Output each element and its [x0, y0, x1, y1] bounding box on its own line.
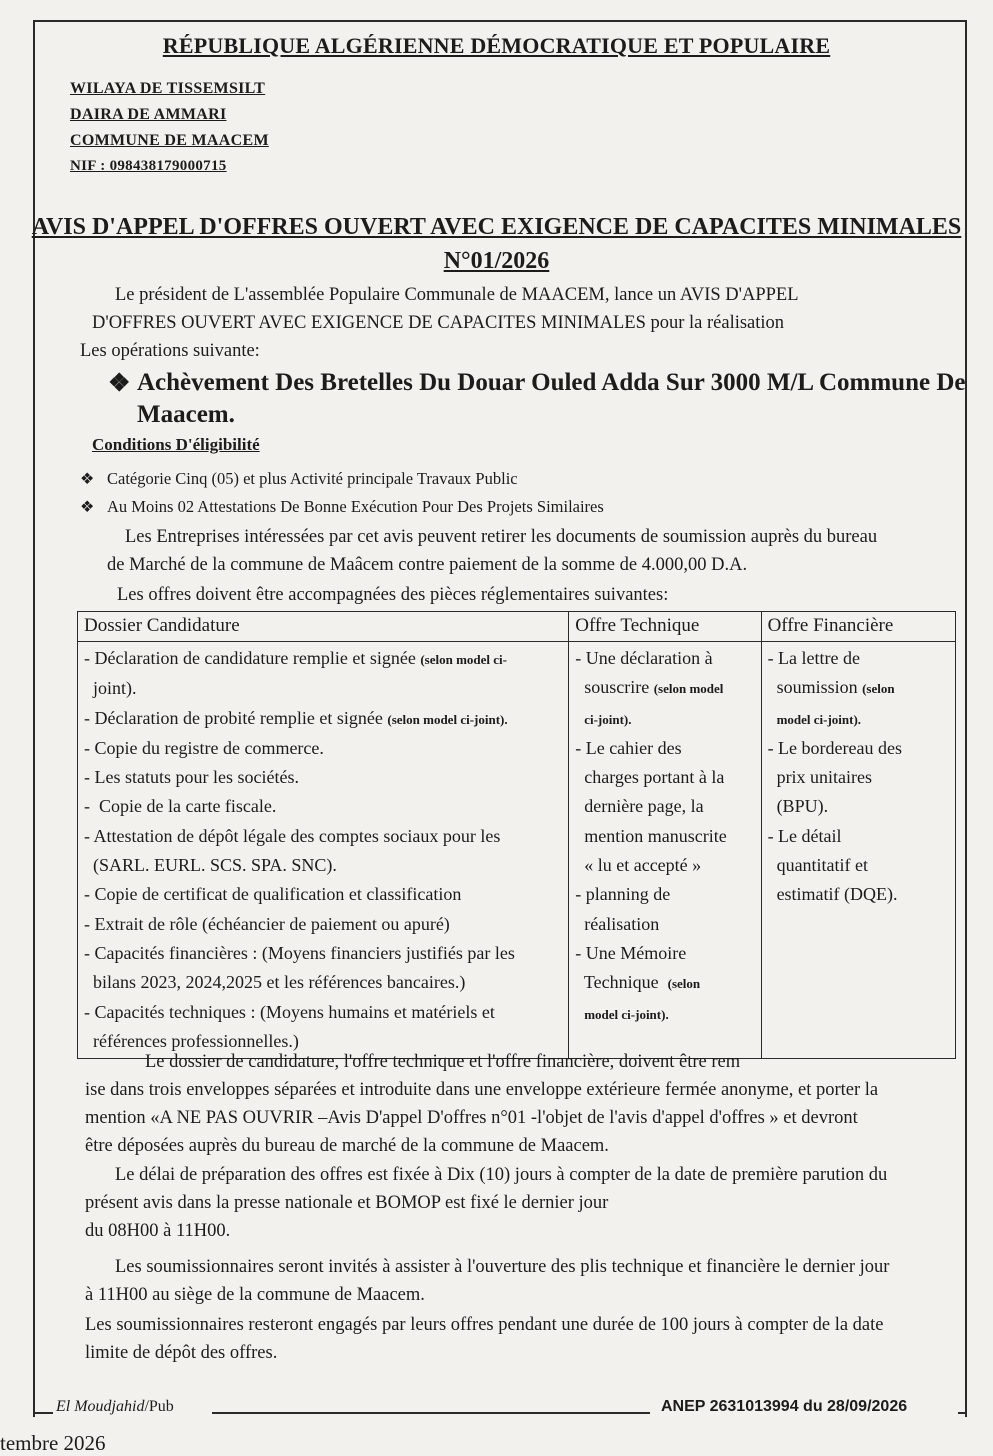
list-item [575, 822, 754, 851]
list-item-text: - Extrait de rôle (échéancier de paiement ou apuré) [84, 913, 450, 934]
offre-technique-list [569, 642, 761, 1059]
body-p2-line-2: présent avis dans la presse nationale et BOMOP est fixé le dernier jour [85, 1193, 609, 1213]
header-offre-financiere: Offre Financière [761, 612, 955, 642]
operation-bullet-icon: ❖ [108, 370, 131, 397]
list-item [575, 880, 754, 909]
list-item-text: - Copie du registre de commerce. [84, 737, 324, 758]
republic-heading: RÉPUBLIQUE ALGÉRIENNE DÉMOCRATIQUE ET POPULAIRE [162, 33, 831, 58]
list-item-note: (selon model ci- [420, 652, 507, 667]
list-item [768, 792, 949, 821]
table-body-row [78, 642, 956, 1059]
list-item [84, 910, 562, 939]
list-item [84, 792, 562, 821]
eligibility-item-2: Au Moins 02 Attestations De Bonne Exécution Pour Des Projets Similaires [107, 497, 604, 516]
list-item [575, 910, 754, 939]
list-item-text [768, 708, 777, 728]
body-p1-line-3: mention «A NE PAS OUVRIR –Avis D'appel D'offres n°01 -l'objet de l'avis d'appel d'offres » et devront [85, 1108, 858, 1128]
nif-line: NIF : 098438179000715 [70, 158, 227, 174]
eligibility-heading: Conditions D'éligibilité [92, 435, 260, 454]
body-p2-line-1: Le délai de préparation des offres est fixée à Dix (10) jours à compter de la date de première parution du [115, 1165, 888, 1185]
list-item [84, 968, 562, 997]
list-item-text: (SARL. EURL. SCS. SPA. SNC). [84, 855, 337, 876]
diamond-bullet-icon: ❖ [80, 471, 95, 488]
list-item-text: réalisation [575, 913, 660, 934]
list-item-text: - La lettre de [767, 648, 861, 668]
wilaya-line: WILAYA DE TISSEMSILT [70, 80, 266, 97]
body-p2-line-3: du 08H00 à 11H00. [85, 1221, 231, 1241]
retrieval-line-1: Les Entreprises intéressées par cet avis peuvent retirer les documents de soumission auprès du bureau [125, 527, 878, 547]
anep-reference: ANEP 2631013994 du 28/09/2026 [661, 1398, 908, 1415]
retrieval-line-2: de Marché de la commune de Maâcem contre paiement de la somme de 4.000,00 D.A. [107, 555, 748, 575]
retrieval-line-3: Les offres doivent être accompagnées des pièces réglementaires suivantes: [117, 585, 669, 605]
list-item [575, 734, 754, 763]
list-item-text: quantitatif et [767, 855, 869, 876]
list-item [575, 968, 754, 998]
footer-rule-middle [212, 1412, 650, 1414]
list-item [575, 999, 754, 1029]
list-item [575, 644, 754, 673]
list-item [84, 939, 562, 968]
list-item-text: joint). [84, 678, 137, 699]
list-item-text: Technique [575, 972, 668, 993]
list-item-text: références professionnelles.) [84, 1030, 299, 1051]
header-offre-technique: Offre Technique [569, 612, 761, 642]
operation-line-1: Achèvement Des Bretelles Du Douar Ouled Adda Sur 3000 M/L Commune De [137, 369, 966, 396]
list-item-text: bilans 2023, 2024,2025 et les références bancaires.) [84, 972, 466, 993]
table-header-row [78, 612, 956, 642]
intro-line-3: Les opérations suivante: [80, 341, 260, 361]
list-item-note: model ci-joint). [584, 1006, 669, 1022]
list-item [84, 998, 562, 1027]
list-item [575, 939, 754, 968]
list-item [84, 763, 562, 792]
notice-number: N°01/2026 [443, 248, 550, 274]
list-item [768, 851, 949, 880]
list-item [84, 822, 562, 851]
newspaper-name: El Moudjahid [56, 1398, 145, 1415]
body-p4-line-2: limite de dépôt des offres. [85, 1343, 278, 1363]
list-item-text: souscrire [575, 677, 654, 698]
list-item-text: prix unitaires [767, 767, 873, 788]
list-item [575, 704, 754, 734]
list-item [84, 734, 562, 763]
list-item [768, 673, 949, 703]
cut-off-date-text: tembre 2026 [0, 1431, 106, 1455]
list-item-text [575, 708, 584, 728]
list-item-text: - Une Mémoire [575, 942, 687, 963]
body-p1-line-4: être déposées auprès du bureau de marché de la commune de Maacem. [85, 1136, 609, 1156]
list-item-text: - Le cahier des [575, 737, 682, 758]
list-item-text: - Une déclaration à [575, 648, 713, 668]
list-item [768, 704, 949, 734]
list-item [575, 792, 754, 821]
list-item-text: dernière page, la [575, 796, 704, 817]
list-item-note: (selon [862, 681, 895, 697]
daira-line: DAIRA DE AMMARI [70, 106, 227, 123]
list-item-note: (selon model [653, 681, 724, 697]
list-item-text: - Le détail [767, 825, 842, 846]
list-item [768, 880, 949, 909]
list-item-text: charges portant à la [575, 767, 725, 788]
list-item [84, 674, 562, 703]
list-item-text: - Le bordereau des [767, 737, 902, 758]
pub-label: /Pub [144, 1398, 174, 1415]
list-item-text: - Copie de la carte fiscale. [84, 796, 277, 817]
offre-financiere-list [761, 642, 955, 1059]
list-item-note: ci-joint). [584, 711, 632, 727]
body-p1-line-2: ise dans trois enveloppes séparées et introduite dans une enveloppe extérieure fermée anonyme, et porter la [85, 1080, 879, 1100]
list-item [768, 734, 949, 763]
dossier-candidature-list [78, 642, 569, 1059]
list-item [575, 763, 754, 792]
list-item-text: - Capacités techniques : (Moyens humains et matériels et [84, 1001, 495, 1022]
body-p4-line-1: Les soumissionnaires resteront engagés par leurs offres pendant une durée de 100 jours à compter de la date [85, 1315, 884, 1335]
list-item-text [575, 1003, 584, 1023]
list-item-text: estimatif (DQE). [767, 884, 898, 905]
documents-table [77, 611, 956, 1059]
list-item [575, 673, 754, 703]
list-item [84, 704, 562, 734]
list-item-text: - Déclaration de candidature remplie et signée [84, 648, 421, 668]
body-p1-line-1: Le dossier de candidature, l'offre technique et l'offre financière, doivent être rem [145, 1052, 741, 1072]
list-item-text: - Capacités financières : (Moyens financiers justifiés par les [84, 942, 515, 963]
body-p3-line-1: Les soumissionnaires seront invités à assister à l'ouverture des plis technique et financière le dernier jour [115, 1257, 890, 1277]
list-item-note: (selon model ci-joint). [387, 711, 508, 727]
list-item [84, 644, 562, 674]
notice-title: AVIS D'APPEL D'OFFRES OUVERT AVEC EXIGENCE DE CAPACITES MINIMALES [31, 214, 962, 240]
list-item [768, 763, 949, 792]
list-item-text: mention manuscrite [575, 825, 727, 846]
list-item [768, 644, 949, 673]
footer-rule-left [33, 1412, 53, 1414]
list-item [84, 851, 562, 880]
list-item-text: - planning de [575, 884, 671, 905]
list-item-text: - Déclaration de probité remplie et signée [84, 707, 388, 728]
list-item-note: model ci-joint). [776, 711, 862, 727]
list-item-text: (BPU). [767, 796, 829, 817]
eligibility-item-1: Catégorie Cinq (05) et plus Activité principale Travaux Public [107, 469, 518, 488]
operation-line-2: Maacem. [137, 401, 235, 428]
list-item-text: « lu et accepté » [575, 855, 702, 876]
list-item [84, 880, 562, 909]
footer-newspaper [56, 1398, 174, 1416]
list-item [768, 822, 949, 851]
intro-line-2: D'OFFRES OUVERT AVEC EXIGENCE DE CAPACITES MINIMALES pour la réalisation [92, 313, 785, 333]
header-dossier-candidature: Dossier Candidature [78, 612, 569, 642]
footer-rule-right [958, 1412, 965, 1414]
list-item-text: - Copie de certificat de qualification et classification [84, 884, 462, 905]
commune-line: COMMUNE DE MAACEM [70, 132, 269, 149]
intro-line-1: Le président de L'assemblée Populaire Communale de MAACEM, lance un AVIS D'APPEL [115, 285, 799, 305]
body-p3-line-2: à 11H00 au siège de la commune de Maacem. [85, 1285, 425, 1305]
list-item-text: - Les statuts pour les sociétés. [84, 767, 299, 788]
list-item-text: - Attestation de dépôt légale des comptes sociaux pour les [84, 825, 501, 846]
diamond-bullet-icon: ❖ [80, 499, 95, 516]
list-item-note: (selon [667, 976, 701, 992]
list-item-text: soumission [767, 677, 863, 698]
list-item [575, 851, 754, 880]
